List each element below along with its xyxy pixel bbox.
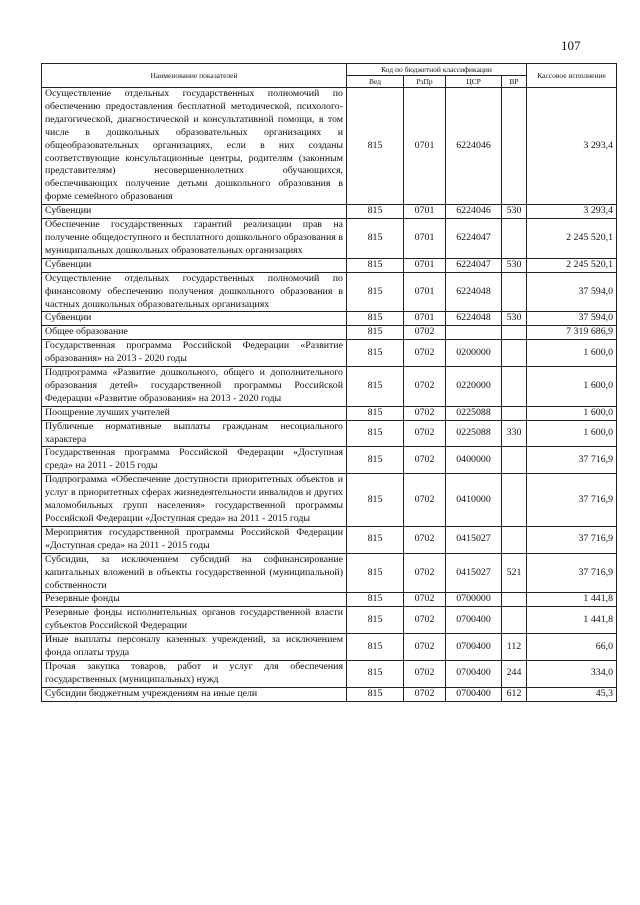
row-vr: 530 bbox=[502, 205, 527, 219]
table-row bbox=[42, 634, 617, 661]
row-name: Субвенции bbox=[42, 258, 347, 272]
row-csr: 0220000 bbox=[446, 367, 502, 407]
row-name: Субсидии, за исключением субсидий на софинансирование капитальных вложений в объекты государственной (муниципальной) собственности bbox=[42, 553, 347, 593]
table-header bbox=[42, 64, 617, 88]
page-number: 107 bbox=[561, 38, 581, 53]
row-vr bbox=[502, 219, 527, 259]
row-name: Подпрограмма «Развитие дошкольного, общего и дополнительного образования детей» государственной программы Российской Федерации «Развитие образования» на 2013 - 2020 годы bbox=[42, 367, 347, 407]
row-vr bbox=[502, 593, 527, 607]
row-name: Государственная программа Российской Федерации «Доступная среда» на 2011 - 2015 годы bbox=[42, 447, 347, 474]
row-rzpr: 0701 bbox=[404, 312, 446, 326]
table-row bbox=[42, 88, 617, 205]
row-rzpr: 0702 bbox=[404, 607, 446, 634]
row-csr: 6224046 bbox=[446, 88, 502, 205]
row-ved: 815 bbox=[347, 420, 404, 447]
table-row bbox=[42, 205, 617, 219]
row-amount: 37 594,0 bbox=[527, 272, 617, 312]
row-ved: 815 bbox=[347, 634, 404, 661]
row-rzpr: 0702 bbox=[404, 474, 446, 527]
table-row bbox=[42, 258, 617, 272]
row-ved: 815 bbox=[347, 326, 404, 340]
budget-table bbox=[41, 63, 617, 702]
row-vr: 530 bbox=[502, 258, 527, 272]
table-row bbox=[42, 272, 617, 312]
row-ved: 815 bbox=[347, 258, 404, 272]
row-rzpr: 0702 bbox=[404, 660, 446, 687]
row-vr bbox=[502, 474, 527, 527]
table-row bbox=[42, 340, 617, 367]
header-csr: ЦСР bbox=[446, 76, 502, 88]
row-csr: 0700400 bbox=[446, 687, 502, 701]
row-name: Общее образование bbox=[42, 326, 347, 340]
row-amount: 37 716,9 bbox=[527, 447, 617, 474]
row-csr: 6224046 bbox=[446, 205, 502, 219]
row-amount: 3 293,4 bbox=[527, 205, 617, 219]
row-rzpr: 0701 bbox=[404, 205, 446, 219]
row-vr bbox=[502, 326, 527, 340]
table-row bbox=[42, 660, 617, 687]
row-ved: 815 bbox=[347, 272, 404, 312]
row-amount: 7 319 686,9 bbox=[527, 326, 617, 340]
row-csr bbox=[446, 326, 502, 340]
row-csr: 6224048 bbox=[446, 312, 502, 326]
row-amount: 45,3 bbox=[527, 687, 617, 701]
row-name: Осуществление отдельных государственных полномочий по обеспечению предоставления бесплатной методической, психолого-педагогической, диагностической и консультативной помощи, в том числе в дошкольных образовательных организациях и общеобразовательных организациях, если в них созданы соответствующие консультационные центры, родителям (законным представителям) несовершеннолетних обучающихся, обеспечивающих получение детьми дошкольного образования в форме семейного образования bbox=[42, 88, 347, 205]
row-csr: 6224047 bbox=[446, 219, 502, 259]
row-rzpr: 0702 bbox=[404, 406, 446, 420]
row-ved: 815 bbox=[347, 406, 404, 420]
row-ved: 815 bbox=[347, 219, 404, 259]
row-vr bbox=[502, 340, 527, 367]
row-csr: 0200000 bbox=[446, 340, 502, 367]
table-row bbox=[42, 420, 617, 447]
table-row bbox=[42, 406, 617, 420]
row-ved: 815 bbox=[347, 526, 404, 553]
row-rzpr: 0702 bbox=[404, 553, 446, 593]
row-name: Прочая закупка товаров, работ и услуг для обеспечения государственных (муниципальных) нужд bbox=[42, 660, 347, 687]
row-ved: 815 bbox=[347, 553, 404, 593]
row-amount: 1 600,0 bbox=[527, 367, 617, 407]
table-row bbox=[42, 593, 617, 607]
row-vr: 112 bbox=[502, 634, 527, 661]
table-row bbox=[42, 326, 617, 340]
row-vr: 530 bbox=[502, 312, 527, 326]
row-csr: 6224047 bbox=[446, 258, 502, 272]
row-rzpr: 0702 bbox=[404, 526, 446, 553]
row-rzpr: 0702 bbox=[404, 634, 446, 661]
header-ved: Вед bbox=[347, 76, 404, 88]
row-vr: 612 bbox=[502, 687, 527, 701]
row-amount: 37 716,9 bbox=[527, 474, 617, 527]
row-rzpr: 0702 bbox=[404, 447, 446, 474]
row-ved: 815 bbox=[347, 88, 404, 205]
row-name: Подпрограмма «Обеспечение доступности приоритетных объектов и услуг в приоритетных сферах жизнедеятельности инвалидов и других маломобильных групп населения» государственной программы Российской Федерации «Доступная среда» на 2011 - 2015 годы bbox=[42, 474, 347, 527]
table-row bbox=[42, 367, 617, 407]
row-rzpr: 0701 bbox=[404, 219, 446, 259]
row-ved: 815 bbox=[347, 593, 404, 607]
row-ved: 815 bbox=[347, 367, 404, 407]
row-vr bbox=[502, 526, 527, 553]
row-ved: 815 bbox=[347, 687, 404, 701]
row-vr bbox=[502, 367, 527, 407]
row-csr: 0415027 bbox=[446, 526, 502, 553]
row-name: Резервные фонды исполнительных органов государственной власти субъектов Российской Федерации bbox=[42, 607, 347, 634]
row-amount: 1 600,0 bbox=[527, 340, 617, 367]
row-csr: 0415027 bbox=[446, 553, 502, 593]
row-rzpr: 0701 bbox=[404, 258, 446, 272]
row-rzpr: 0701 bbox=[404, 272, 446, 312]
row-csr: 0700400 bbox=[446, 607, 502, 634]
row-amount: 1 600,0 bbox=[527, 406, 617, 420]
row-amount: 1 441,8 bbox=[527, 607, 617, 634]
row-ved: 815 bbox=[347, 340, 404, 367]
row-rzpr: 0702 bbox=[404, 326, 446, 340]
row-amount: 1 600,0 bbox=[527, 420, 617, 447]
row-name: Субсидии бюджетным учреждениям на иные цели bbox=[42, 687, 347, 701]
row-vr bbox=[502, 406, 527, 420]
table-body bbox=[42, 88, 617, 702]
header-vr: ВР bbox=[502, 76, 527, 88]
header-amount: Кассовое исполнение bbox=[527, 64, 617, 88]
row-csr: 0400000 bbox=[446, 447, 502, 474]
table-row bbox=[42, 447, 617, 474]
table-row bbox=[42, 553, 617, 593]
row-ved: 815 bbox=[347, 607, 404, 634]
row-name: Субвенции bbox=[42, 312, 347, 326]
row-rzpr: 0702 bbox=[404, 420, 446, 447]
table-row bbox=[42, 312, 617, 326]
row-amount: 66,0 bbox=[527, 634, 617, 661]
row-name: Иные выплаты персоналу казенных учреждений, за исключением фонда оплаты труда bbox=[42, 634, 347, 661]
row-amount: 37 594,0 bbox=[527, 312, 617, 326]
table-row bbox=[42, 526, 617, 553]
row-name: Публичные нормативные выплаты гражданам несоциального характера bbox=[42, 420, 347, 447]
row-name: Субвенции bbox=[42, 205, 347, 219]
row-ved: 815 bbox=[347, 205, 404, 219]
table-row bbox=[42, 219, 617, 259]
header-classification: Код по бюджетной классификации bbox=[347, 64, 527, 76]
row-name: Осуществление отдельных государственных полномочий по финансовому обеспечению получения дошкольного образования в частных дошкольных образовательных организациях bbox=[42, 272, 347, 312]
row-amount: 2 245 520,1 bbox=[527, 258, 617, 272]
row-amount: 37 716,9 bbox=[527, 526, 617, 553]
row-name: Государственная программа Российской Федерации «Развитие образования» на 2013 - 2020 годы bbox=[42, 340, 347, 367]
row-csr: 0700000 bbox=[446, 593, 502, 607]
row-rzpr: 0702 bbox=[404, 340, 446, 367]
row-name: Обеспечение государственных гарантий реализации прав на получение общедоступного и бесплатного дошкольного образования в муниципальных дошкольных образовательных организациях bbox=[42, 219, 347, 259]
row-vr: 330 bbox=[502, 420, 527, 447]
row-ved: 815 bbox=[347, 474, 404, 527]
table-row bbox=[42, 474, 617, 527]
row-name: Мероприятия государственной программы Российской Федерации «Доступная среда» на 2011 - 2015 годы bbox=[42, 526, 347, 553]
row-vr bbox=[502, 272, 527, 312]
row-csr: 0225088 bbox=[446, 420, 502, 447]
row-rzpr: 0702 bbox=[404, 593, 446, 607]
row-vr bbox=[502, 607, 527, 634]
row-rzpr: 0701 bbox=[404, 88, 446, 205]
header-rzpr: РзПр bbox=[404, 76, 446, 88]
row-amount: 37 716,9 bbox=[527, 553, 617, 593]
row-name: Резервные фонды bbox=[42, 593, 347, 607]
table-row bbox=[42, 687, 617, 701]
row-amount: 1 441,8 bbox=[527, 593, 617, 607]
row-vr bbox=[502, 447, 527, 474]
row-name: Поощрение лучших учителей bbox=[42, 406, 347, 420]
row-amount: 2 245 520,1 bbox=[527, 219, 617, 259]
row-amount: 334,0 bbox=[527, 660, 617, 687]
row-vr bbox=[502, 88, 527, 205]
row-ved: 815 bbox=[347, 447, 404, 474]
row-vr: 521 bbox=[502, 553, 527, 593]
row-csr: 0225088 bbox=[446, 406, 502, 420]
row-vr: 244 bbox=[502, 660, 527, 687]
row-csr: 0700400 bbox=[446, 660, 502, 687]
row-amount: 3 293,4 bbox=[527, 88, 617, 205]
row-rzpr: 0702 bbox=[404, 687, 446, 701]
row-ved: 815 bbox=[347, 660, 404, 687]
row-csr: 6224048 bbox=[446, 272, 502, 312]
header-name: Наименование показателей bbox=[42, 64, 347, 88]
table-row bbox=[42, 607, 617, 634]
row-ved: 815 bbox=[347, 312, 404, 326]
row-csr: 0700400 bbox=[446, 634, 502, 661]
row-rzpr: 0702 bbox=[404, 367, 446, 407]
row-csr: 0410000 bbox=[446, 474, 502, 527]
